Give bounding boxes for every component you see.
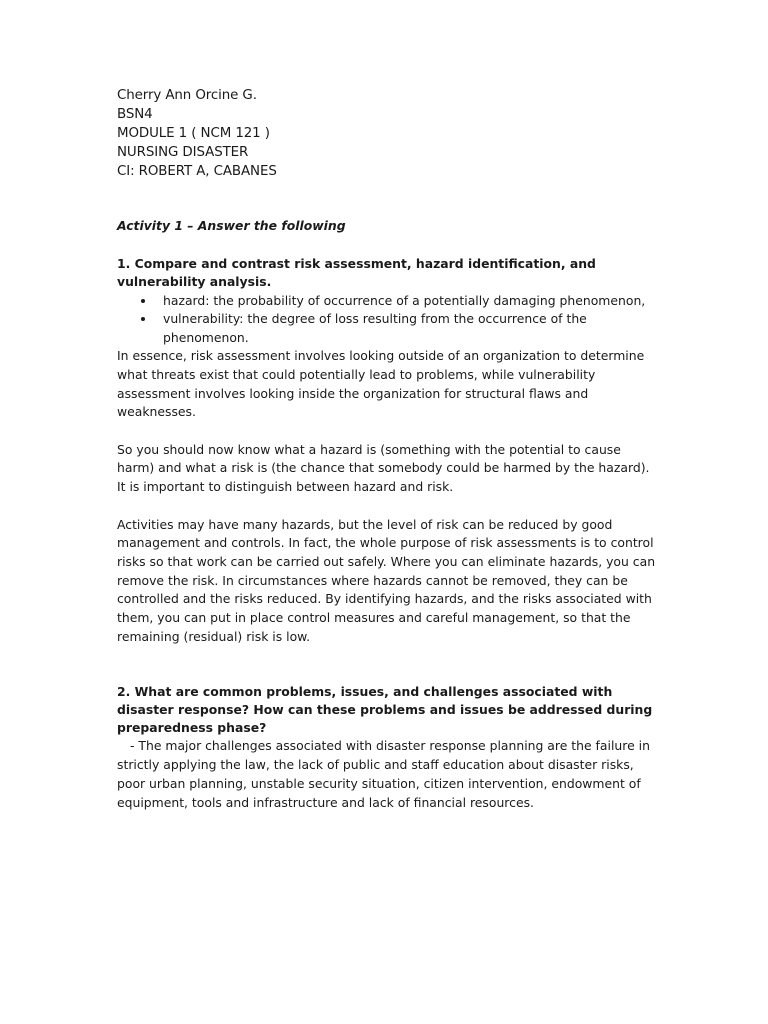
paragraph-hazard-vs-risk: So you should now know what a hazard is (something with the potential to cause harm) and what a risk is (the chance that somebody could be harmed by the hazard). It is important to distinguish between hazard and risk. xyxy=(117,441,650,495)
question-1: 1. Compare and contrast risk assessment, hazard identification, and vulnerability analysis. xyxy=(117,256,596,289)
list-item xyxy=(163,310,657,347)
definition-list xyxy=(117,292,657,347)
list-item-text: hazard: the probability of occurrence of a potentially damaging phenomenon, xyxy=(163,293,646,308)
question-2: 2. What are common problems, issues, and challenges associated with disaster response? How can these problems and issues be addressed during preparedness phase? xyxy=(117,684,653,736)
course-label: BSN4 xyxy=(117,107,153,122)
clinical-instructor: CI: ROBERT A, CABANES xyxy=(117,164,277,179)
subject-label: NURSING DISASTER xyxy=(117,145,249,160)
paragraph-risk-control: Activities may have many hazards, but the level of risk can be reduced by good management and controls. In fact, the whole purpose of risk assessments is to control risks so that work can be carried out safely. Where you can eliminate hazards, you can remove the risk. In circumstances where hazards cannot be removed, they can be controlled and the risks reduced. By identifying hazards, and the risks associated with them, you can put in place control measures and careful management, so that the remaining (residual) risk is low. xyxy=(117,516,656,644)
student-name: Cherry Ann Orcine G. xyxy=(117,88,257,103)
bullet-icon xyxy=(141,299,145,303)
paragraph-risk-vs-vulnerability: In essence, risk assessment involves looking outside of an organization to determine what threats exist that could potentially lead to problems, while vulnerability assessment involves looking inside the organization for structural flaws and weaknesses. xyxy=(117,348,645,420)
list-item xyxy=(163,292,657,310)
module-label: MODULE 1 ( NCM 121 ) xyxy=(117,126,270,141)
bullet-icon xyxy=(141,317,145,321)
document-page xyxy=(117,86,657,812)
activity-title: Activity 1 – Answer the following xyxy=(117,218,346,233)
answer-2: - The major challenges associated with disaster response planning are the failure in strictly applying the law, the lack of public and staff education about disaster risks, poor urban planning, unstable security situation, citizen intervention, endowment of equipment, tools and infrastructure and lack of financial resources. xyxy=(117,738,650,810)
document-header xyxy=(117,86,657,181)
list-item-text: vulnerability: the degree of loss resulting from the occurrence of the phenomenon. xyxy=(163,311,587,345)
